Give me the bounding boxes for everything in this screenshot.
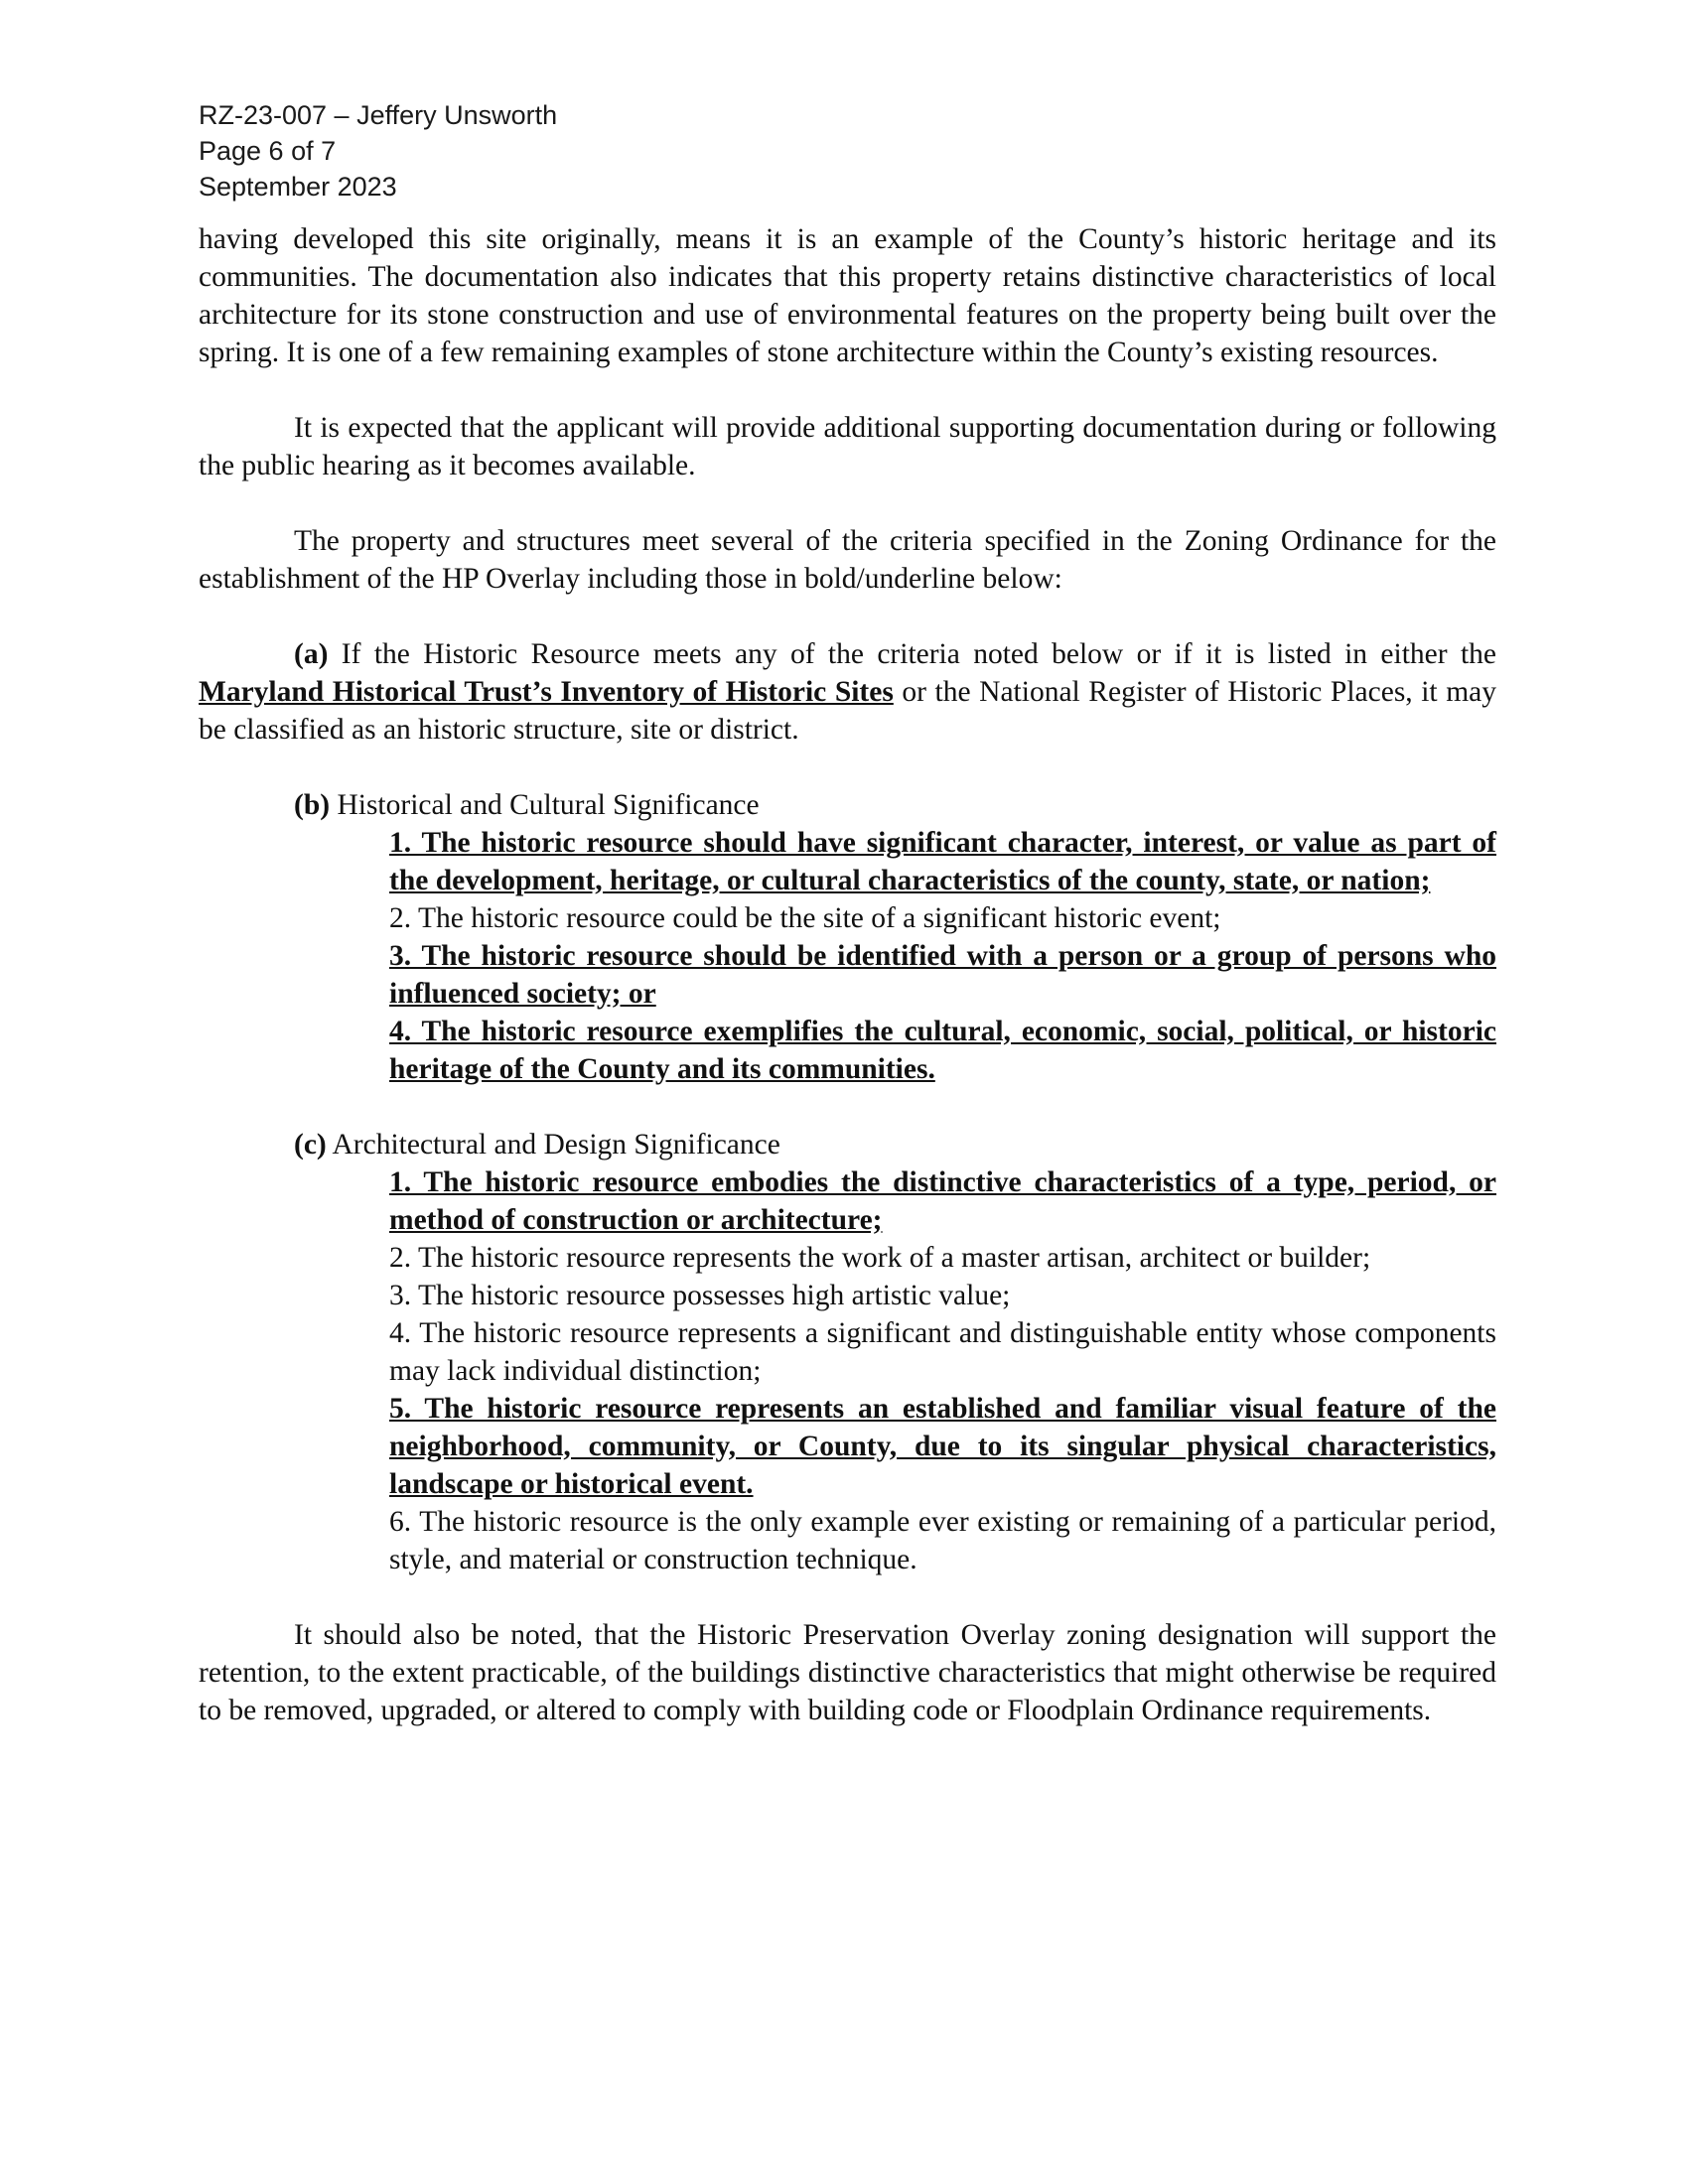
case-number: RZ-23-007 – Jeffery Unsworth — [199, 100, 558, 130]
section-b-title: Historical and Cultural Significance — [330, 789, 760, 821]
document-date: September 2023 — [199, 172, 397, 202]
criterion-b-3: 3. The historic resource should be identified with a person or a group of persons who influenced society; or — [389, 940, 1496, 1010]
section-a-label: (a) — [294, 638, 329, 670]
criterion-c-2: 2. The historic resource represents the work of a master artisan, architect or builder; — [389, 1242, 1371, 1274]
paragraph-continuation: having developed this site originally, means it is an example of the County’s historic heritage and its communities. The documentation also indicates that this property retains distinctive characteristics of local architecture for its stone construction and use of environmental features on the property being built over the spring. It is one of a few remaining examples of stone architecture within the County’s existing resources. — [199, 223, 1496, 368]
criterion-c-4: 4. The historic resource represents a significant and distinguishable entity whose components may lack individual distinction; — [389, 1317, 1496, 1387]
section-b — [199, 786, 1496, 1088]
criterion-c-3: 3. The historic resource possesses high artistic value; — [389, 1280, 1011, 1311]
paragraph-criteria-intro: The property and structures meet several of the criteria specified in the Zoning Ordinance for the establishment of the HP Overlay including those in bold/underline below: — [199, 525, 1496, 595]
section-b-items — [389, 824, 1496, 1088]
paragraph-documentation: It is expected that the applicant will provide additional supporting documentation during or following the public hearing as it becomes available. — [199, 412, 1496, 481]
paragraph-closing: It should also be noted, that the Historic Preservation Overlay zoning designation will support the retention, to the extent practicable, of the buildings distinctive characteristics that might otherwise be required to be removed, upgraded, or altered to comply with building code or Floodplain Ordinance requirements. — [199, 1619, 1496, 1726]
criterion-c-1: 1. The historic resource embodies the distinctive characteristics of a type, period, or method of construction or architecture; — [389, 1166, 1496, 1236]
section-a-text-before: If the Historic Resource meets any of the criteria noted below or if it is listed in either the — [328, 638, 1496, 670]
section-c-label: (c) — [294, 1129, 327, 1160]
criterion-b-1: 1. The historic resource should have significant character, interest, or value as part of the development, heritage, or cultural characteristics of the county, state, or nation; — [389, 827, 1496, 896]
page-number: Page 6 of 7 — [199, 136, 337, 166]
criterion-b-2: 2. The historic resource could be the site of a significant historic event; — [389, 902, 1221, 934]
section-b-label: (b) — [294, 789, 331, 821]
section-c-title: Architectural and Design Significance — [326, 1129, 780, 1160]
section-c-heading — [294, 1126, 1496, 1163]
page-header — [199, 97, 557, 205]
section-c-items — [389, 1163, 1496, 1578]
maryland-trust-reference: Maryland Historical Trust’s Inventory of Historic Sites — [199, 676, 894, 708]
section-b-heading — [294, 786, 1496, 824]
section-a-text-after: or the National Register of Historic Places, it may be classified as an historic structure, site or district. — [199, 676, 1496, 746]
document-body — [199, 220, 1496, 1729]
section-a — [199, 635, 1496, 749]
criterion-c-6: 6. The historic resource is the only example ever existing or remaining of a particular period, style, and material or construction technique. — [389, 1506, 1496, 1575]
criterion-b-4: 4. The historic resource exemplifies the cultural, economic, social, political, or historic heritage of the County and its communities. — [389, 1016, 1496, 1085]
criterion-c-5: 5. The historic resource represents an established and familiar visual feature of the neighborhood, community, or County, due to its singular physical characteristics, landscape or historical event. — [389, 1393, 1496, 1500]
section-c — [199, 1126, 1496, 1578]
